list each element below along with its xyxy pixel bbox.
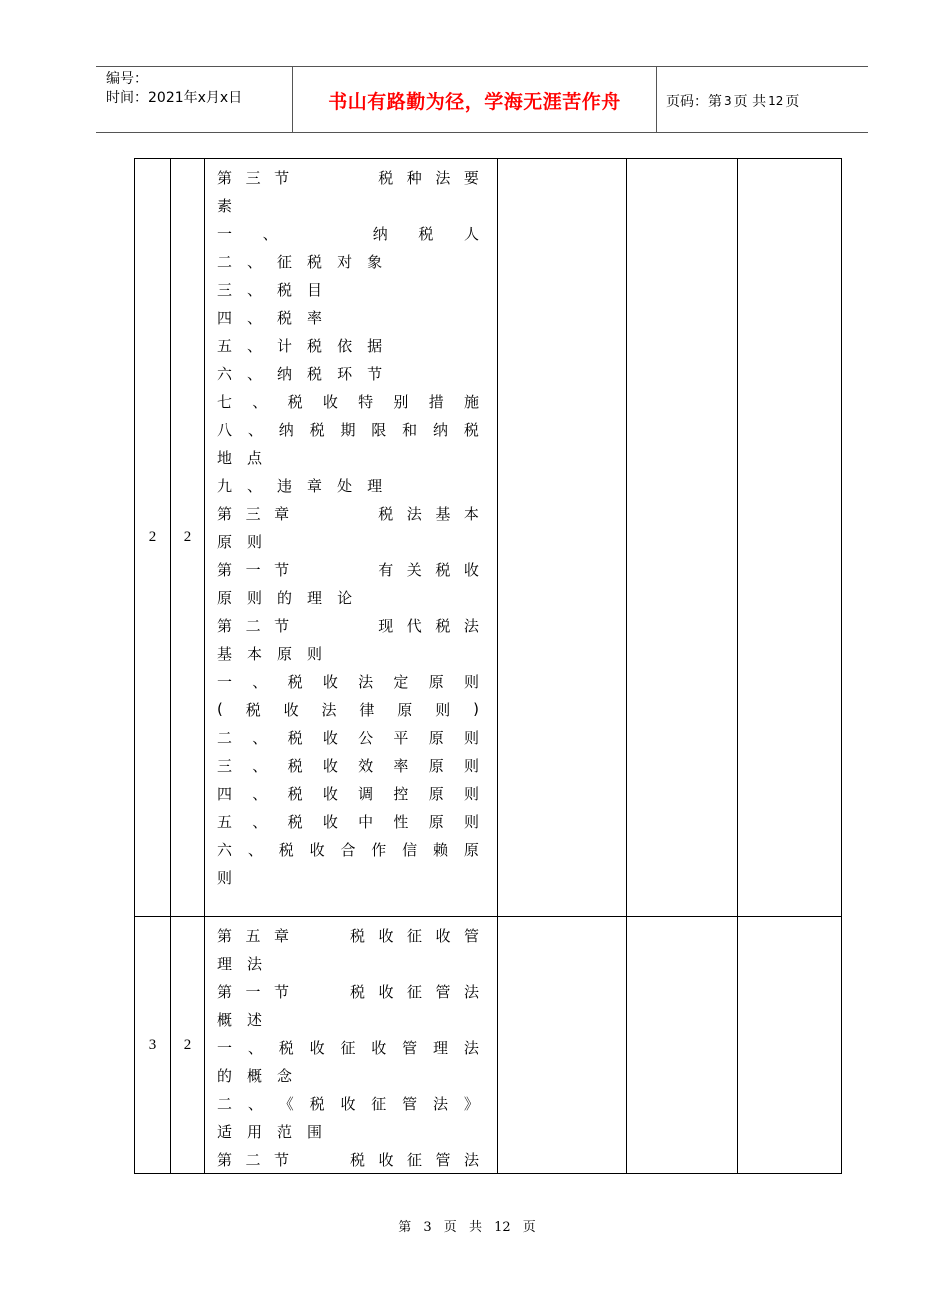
footer-mid1: 页 <box>443 1220 457 1235</box>
content-line <box>217 639 479 667</box>
content-char: 用 <box>247 1122 263 1141</box>
content-char: 管 <box>402 1094 418 1113</box>
content-line <box>217 751 479 779</box>
content-char: 理 <box>433 1038 449 1057</box>
content-line <box>217 611 479 639</box>
empty-cell <box>738 917 842 1174</box>
content-char: 八 <box>217 420 233 439</box>
content-char: 法 <box>435 168 451 187</box>
content-char: 概 <box>247 1066 263 1085</box>
content-char: 基 <box>435 504 451 523</box>
content-char: 目 <box>307 280 323 299</box>
content-char: 一 <box>245 560 261 579</box>
content-char: 率 <box>393 756 409 775</box>
content-char: 收 <box>340 1094 356 1113</box>
content-char: 措 <box>428 392 444 411</box>
content-line <box>217 1145 479 1173</box>
content-char: 税 <box>287 728 303 747</box>
content-char: 法 <box>463 1038 479 1057</box>
content-char: 二 <box>217 728 233 747</box>
content-char: 围 <box>307 1122 323 1141</box>
content-char: 收 <box>322 784 338 803</box>
content-char: 原 <box>428 784 444 803</box>
content-char: 《 <box>278 1094 294 1113</box>
syllabus-table-body <box>135 159 842 1174</box>
content-char: 税 <box>287 784 303 803</box>
content-char: 则 <box>463 672 479 691</box>
content-char: 定 <box>393 672 409 691</box>
header-page-indicator <box>657 67 868 132</box>
header-meta <box>96 67 293 132</box>
week-cell: 2 <box>135 159 171 917</box>
content-char: 税 <box>287 756 303 775</box>
content-char: 三 <box>245 168 261 187</box>
table-row <box>135 159 842 917</box>
page-total: 12 <box>768 93 784 108</box>
content-char: 则 <box>463 728 479 747</box>
content-char: 第 <box>217 504 233 523</box>
content-char: 中 <box>358 812 374 831</box>
content-char: 、 <box>252 672 268 691</box>
content-char: 则 <box>247 532 263 551</box>
content-char: 概 <box>217 1010 233 1029</box>
content-char: 、 <box>252 728 268 747</box>
content-line <box>217 275 479 303</box>
content-char: 》 <box>463 1094 479 1113</box>
content-char: 第 <box>217 560 233 579</box>
content-char: 性 <box>393 812 409 831</box>
content-char: 原 <box>397 700 413 719</box>
content-char: 、 <box>252 392 268 411</box>
content-char: 法 <box>463 1150 479 1169</box>
content-char: 第 <box>217 982 233 1001</box>
content-char: 收 <box>322 728 338 747</box>
content-char: 律 <box>359 700 375 719</box>
content-char: 税 <box>349 926 365 945</box>
content-line <box>217 835 479 863</box>
content-char: 征 <box>406 982 422 1001</box>
content-char: 收 <box>378 926 394 945</box>
content-char: 收 <box>322 392 338 411</box>
content-char: 据 <box>367 336 383 355</box>
content-char: 象 <box>367 252 383 271</box>
content-char: 法 <box>358 672 374 691</box>
content-char: 纳 <box>372 224 388 243</box>
content-char: 对 <box>337 252 353 271</box>
content-line <box>217 807 479 835</box>
content-char: 人 <box>463 224 479 243</box>
content-char: 章 <box>274 504 290 523</box>
content-char: 收 <box>378 1150 394 1169</box>
content-char: 施 <box>463 392 479 411</box>
content-char: 征 <box>277 252 293 271</box>
content-char: 别 <box>393 392 409 411</box>
content-char: 则 <box>463 784 479 803</box>
content-char: 纳 <box>433 420 449 439</box>
content-char: 则 <box>463 812 479 831</box>
content-char: 税 <box>245 700 261 719</box>
content-char: 收 <box>463 560 479 579</box>
content-char: 原 <box>217 532 233 551</box>
content-char: 管 <box>435 982 451 1001</box>
content-line <box>217 1089 479 1117</box>
content-char: 、 <box>247 476 263 495</box>
empty-cell <box>498 917 627 1174</box>
content-char: 税 <box>278 840 294 859</box>
content-char: 述 <box>247 1010 263 1029</box>
content-char: 六 <box>217 840 233 859</box>
content-char: 节 <box>274 1150 290 1169</box>
content-char: 第 <box>217 168 233 187</box>
content-char: 节 <box>274 616 290 635</box>
content-char: 、 <box>247 420 263 439</box>
content-char: 法 <box>406 504 422 523</box>
content-char: 法 <box>463 982 479 1001</box>
content-char: 合 <box>340 840 356 859</box>
content-char: 四 <box>217 308 233 327</box>
content-char: 调 <box>358 784 374 803</box>
page-label-mid: 页 共 <box>733 93 767 110</box>
content-char: 三 <box>217 756 233 775</box>
content-line <box>217 499 479 527</box>
content-line <box>217 977 479 1005</box>
content-char: 、 <box>247 280 263 299</box>
content-char: 管 <box>463 926 479 945</box>
content-char: 限 <box>371 420 387 439</box>
content-char: 五 <box>217 336 233 355</box>
content-char: 收 <box>309 840 325 859</box>
content-char: 范 <box>277 1122 293 1141</box>
content-char: 税 <box>349 1150 365 1169</box>
content-char: 税 <box>307 252 323 271</box>
content-cell <box>205 159 498 917</box>
content-char: 关 <box>406 560 422 579</box>
content-char: 纳 <box>278 420 294 439</box>
content-char: 收 <box>371 1038 387 1057</box>
content-char: 六 <box>217 364 233 383</box>
content-char: 节 <box>274 168 290 187</box>
content-char: 种 <box>406 168 422 187</box>
content-line <box>217 443 479 471</box>
content-char: 、 <box>252 756 268 775</box>
content-char: 则 <box>463 756 479 775</box>
empty-cell <box>498 159 627 917</box>
content-char: 第 <box>217 616 233 635</box>
content-line <box>217 667 479 695</box>
content-line <box>217 191 479 219</box>
content-char: 节 <box>274 560 290 579</box>
content-char: 税 <box>277 280 293 299</box>
content-char: 论 <box>337 588 353 607</box>
week-cell: 3 <box>135 917 171 1174</box>
content-char: 征 <box>371 1094 387 1113</box>
content-char: 纳 <box>277 364 293 383</box>
empty-cell <box>627 917 738 1174</box>
content-line <box>217 555 479 583</box>
content-char: 的 <box>217 1066 233 1085</box>
content-char: 期 <box>340 420 356 439</box>
content-line <box>217 331 479 359</box>
empty-cell <box>738 159 842 917</box>
content-char: 理 <box>307 588 323 607</box>
content-char: 税 <box>278 1038 294 1057</box>
footer-prefix: 第 <box>398 1220 412 1235</box>
content-char: 征 <box>406 926 422 945</box>
content-line <box>217 1033 479 1061</box>
content-char: 税 <box>309 1094 325 1113</box>
content-cell <box>205 917 498 1174</box>
content-char: 理 <box>367 476 383 495</box>
content-line <box>217 471 479 499</box>
content-char: 税 <box>435 560 451 579</box>
content-char: 、 <box>247 1094 263 1113</box>
content-char: 则 <box>217 868 233 887</box>
content-char: 税 <box>307 364 323 383</box>
content-char: 、 <box>252 784 268 803</box>
content-char: 税 <box>287 672 303 691</box>
content-char: 收 <box>322 812 338 831</box>
content-line <box>217 415 479 443</box>
content-char: 法 <box>463 616 479 635</box>
content-char: 一 <box>217 1038 233 1057</box>
content-char: 税 <box>277 308 293 327</box>
page-label-prefix: 页码：第 <box>666 93 722 110</box>
empty-cell <box>627 159 738 917</box>
content-char: 原 <box>277 644 293 663</box>
content-char: 素 <box>217 196 233 215</box>
content-line <box>217 779 479 807</box>
content-line <box>217 387 479 415</box>
footer-mid2: 共 <box>468 1220 482 1235</box>
content-char: 征 <box>340 1038 356 1057</box>
syllabus-table <box>134 158 842 1174</box>
content-char: 作 <box>371 840 387 859</box>
content-line <box>217 695 479 723</box>
content-char: 适 <box>217 1122 233 1141</box>
content-char: 法 <box>321 700 337 719</box>
content-char: 章 <box>274 926 290 945</box>
content-char: 法 <box>247 954 263 973</box>
content-char: 九 <box>217 476 233 495</box>
time-label: 时间：2021年x月x日 <box>106 90 243 106</box>
content-char: 五 <box>217 812 233 831</box>
content-char: 三 <box>217 280 233 299</box>
content-char: 二 <box>217 252 233 271</box>
content-char: 原 <box>428 812 444 831</box>
content-line <box>217 247 479 275</box>
content-line <box>217 921 479 949</box>
content-char: 现 <box>378 616 394 635</box>
content-char: 、 <box>262 224 278 243</box>
content-line <box>217 219 479 247</box>
content-char: 处 <box>337 476 353 495</box>
content-char: 率 <box>307 308 323 327</box>
content-char: 原 <box>463 840 479 859</box>
content-char: 计 <box>277 336 293 355</box>
content-char: 三 <box>245 504 261 523</box>
content-char: 五 <box>245 926 261 945</box>
content-char: 本 <box>247 644 263 663</box>
content-char: 点 <box>247 448 263 467</box>
content-line <box>217 949 479 977</box>
content-char: 一 <box>245 982 261 1001</box>
content-char: 理 <box>217 954 233 973</box>
content-char: 要 <box>463 168 479 187</box>
content-char: 环 <box>337 364 353 383</box>
content-char: 税 <box>435 616 451 635</box>
content-char: 收 <box>309 1038 325 1057</box>
content-char: 地 <box>217 448 233 467</box>
content-char: 收 <box>322 672 338 691</box>
footer-suffix: 页 <box>522 1220 536 1235</box>
content-char: 原 <box>217 588 233 607</box>
content-char: 、 <box>247 336 263 355</box>
content-char: 第 <box>217 1150 233 1169</box>
content-line <box>217 163 479 191</box>
content-char: 平 <box>393 728 409 747</box>
content-char: 一 <box>217 224 233 243</box>
content-line <box>217 583 479 611</box>
content-char: 税 <box>309 420 325 439</box>
content-char: 第 <box>217 926 233 945</box>
content-char: 七 <box>217 392 233 411</box>
content-char: 管 <box>402 1038 418 1057</box>
footer-current: 3 <box>423 1220 432 1235</box>
content-char: 收 <box>322 756 338 775</box>
footer-total: 12 <box>494 1220 511 1235</box>
content-char: 章 <box>307 476 323 495</box>
content-char: 法 <box>433 1094 449 1113</box>
content-char: 原 <box>428 672 444 691</box>
content-char: 税 <box>378 504 394 523</box>
content-char: 信 <box>402 840 418 859</box>
content-char: 二 <box>245 1150 261 1169</box>
content-char: 收 <box>435 926 451 945</box>
content-line <box>217 527 479 555</box>
content-line <box>217 863 479 891</box>
content-char: 节 <box>274 982 290 1001</box>
content-char: 税 <box>349 982 365 1001</box>
content-char: 二 <box>245 616 261 635</box>
content-char: 控 <box>393 784 409 803</box>
content-char: 四 <box>217 784 233 803</box>
content-char: 税 <box>287 392 303 411</box>
content-char: 、 <box>247 252 263 271</box>
content-char: 、 <box>247 1038 263 1057</box>
content-char: 原 <box>428 756 444 775</box>
content-char: 一 <box>217 672 233 691</box>
content-char: ( <box>217 700 223 718</box>
content-char: 公 <box>358 728 374 747</box>
content-char: 原 <box>428 728 444 747</box>
page-label-suffix: 页 <box>785 93 800 110</box>
content-char: 基 <box>217 644 233 663</box>
content-char: 、 <box>247 840 263 859</box>
content-char: 有 <box>378 560 394 579</box>
content-char: 、 <box>252 812 268 831</box>
number-label: 编号： <box>106 71 148 87</box>
content-char: 则 <box>435 700 451 719</box>
content-char: 违 <box>277 476 293 495</box>
content-char: 依 <box>337 336 353 355</box>
content-line <box>217 1005 479 1033</box>
content-char: 念 <box>277 1066 293 1085</box>
content-line <box>217 1061 479 1089</box>
content-char: ) <box>473 700 479 718</box>
content-char: 则 <box>247 588 263 607</box>
content-char: 税 <box>463 420 479 439</box>
content-line <box>217 723 479 751</box>
content-char: 收 <box>283 700 299 719</box>
content-char: 和 <box>402 420 418 439</box>
content-char: 本 <box>463 504 479 523</box>
table-row <box>135 917 842 1174</box>
content-char: 税 <box>418 224 434 243</box>
content-char: 、 <box>247 364 263 383</box>
page-header <box>96 66 868 133</box>
content-char: 节 <box>367 364 383 383</box>
content-line <box>217 1117 479 1145</box>
content-line <box>217 359 479 387</box>
content-char: 、 <box>247 308 263 327</box>
content-char: 的 <box>277 588 293 607</box>
hours-cell: 2 <box>171 159 205 917</box>
header-motto: 书山有路勤为径，学海无涯苦作舟 <box>293 67 657 132</box>
content-line <box>217 303 479 331</box>
content-char: 征 <box>406 1150 422 1169</box>
content-char: 效 <box>358 756 374 775</box>
content-char: 税 <box>378 168 394 187</box>
page-current: 3 <box>724 93 732 108</box>
hours-cell: 2 <box>171 917 205 1174</box>
content-char: 管 <box>435 1150 451 1169</box>
content-char: 则 <box>307 644 323 663</box>
content-char: 税 <box>287 812 303 831</box>
content-char: 代 <box>406 616 422 635</box>
content-char: 税 <box>307 336 323 355</box>
content-char: 收 <box>378 982 394 1001</box>
page-footer <box>0 1216 950 1235</box>
content-char: 赖 <box>433 840 449 859</box>
content-char: 特 <box>358 392 374 411</box>
content-char: 二 <box>217 1094 233 1113</box>
